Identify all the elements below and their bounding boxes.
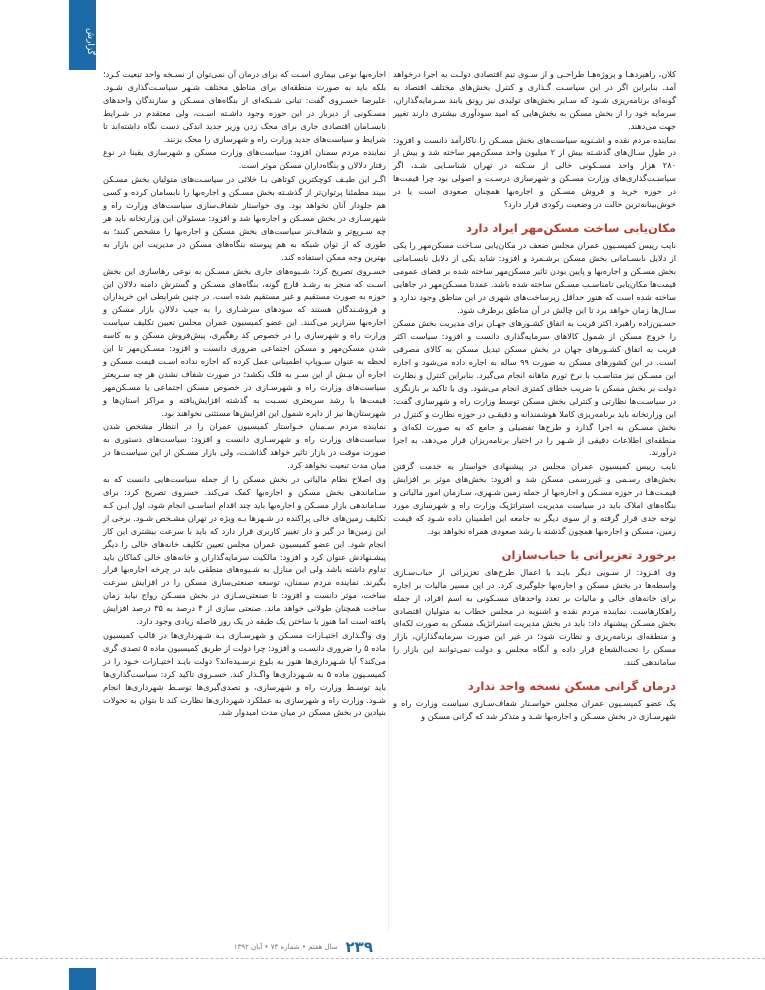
page-footer xyxy=(103,938,373,956)
paragraph: خسـروی تصریح کرد: شـیوه‌های جاری بخش مسـکن به نوعی رهاسازی این بخش اسـت که منجر به رشـد قارچ گونه، بنگاه‌های مسـکن و گسترش دامنه دلالان این حوزه به صورت مستقیم و غیر مستقیم شده است. در چنین شرایطی این خریداران و فروشـندگان هستند که سودهای سرشـاری را به جیب دلالان بازار مسکن و اجاره‌بها سرازیر می‌کنند. این عضو کمیسیون عمران مجلس تعیین تکلیف سیاست وزارت راه و شهرسازی را در خصوص کد رهگیری، پیش‌فروش مسکن و به کاسه شدن مسکن‌مهر و مسکن اجتماعی ضروری دانست و افزود: مسـکن‌مهر تا این لحظه به عنوان سـوپاپ اطمینانی عمل کرده که اجازه نداده اسـت قیمت مسکن و اجاره آن بیـش از این سـر به فلک بکشد؛ در صورت شفاف نشدن هر چه سـریعتر سیاست‌های وزارت راه و شهرسـازی در خصوص مسکن اجتماعی یا مسـکن‌مهر قیمت‌ها با رشد سریعتری نسـبت به گذشته افزایش‌یافته و مراکز استان‌ها و شهرستان‌ها نیز از دایره شمول این افزایش‌ها مستثنی نخواهند بود. xyxy=(103,265,386,418)
article-column-left xyxy=(103,68,386,720)
paragraph: نماینده مردم سمنان افزود: سیاست‌های وزارت مسکن و شهرسازی یقینا در نوع رفتار دلالان و بنگاه‌داران مسکن موثر است. xyxy=(103,147,386,171)
article-column-right xyxy=(393,68,676,724)
paragraph: وی واگـذاری اختیـارات مسـکن و شهرسـازی بـه شـهرداری‌ها در قالب کمیسیون ماده ۵ را ضروری دانسـت و افزود: چرا دولت از طریق کمیسیون ماده ۵ تصدی گری می‌کند؟ آیا شـهرداری‌ها هنوز به بلوغ نرسـیده‌اند؟ دولت بایـد اختیـارات خـود را در کمیسـیون ماده ۵ به شـهرداری‌ها واگـذار کند. خسـروی تاکید کرد: سیاست‌گذاری‌ها باید توسـط وزارت راه و شهرسازی، و تصدی‌گیری‌ها توسـط شهرداری‌ها انجام شـود. وزارت راه و شهرسازی به عملکرد شهرداری‌ها نظارت کند تا بتوان به تحولات بنیادین در بخش مسکن در میان مدت امیدوار شد. xyxy=(103,629,387,718)
paragraph: یک عضو کمیسـیون عمران مجلس خواسـتار شفاف‌سـازی سیاست وزارت راه و شهرسـازی در بخش مسـکن و اجاره‌بها شـد و متذکر شد که گرانی مسکن و xyxy=(393,698,676,721)
column-divider xyxy=(388,70,389,930)
page-number: ۲۳۹ xyxy=(345,938,373,956)
section-heading: برخورد تعزیراتی با حباب‌سازان xyxy=(501,547,676,562)
paragraph: نماینده مردم نقده و اشـنویه سیاست‌های بخش مسـکن را ناکارآمد دانست و افزود: در طول سـال‌های گذشـته بیش از ۲ میلیون واحد مسکن‌مهر ساخته شد و بیش از ۲۸۰ هزار واحد مسـکونی خالی از سـکنه در تهران شناسـایی شـد، اگر سیاسـت‌گذاری‌های وزارت مسـکن و شهرسازی درسـت و اصولی بود چرا قیمت‌ها در حوزه خرید و فروش مسـکن و اجاره‌بها همچنان صعودی است یا در خوش‌بینانه‌ترین حالت در وضعیت رکودی قرار دارد؟ xyxy=(393,134,676,210)
paragraph: نایب رییس کمیسیون عمران مجلس در پیشنهادی خواستار به خدمت گرفتن بخش‌های رسـمی و غیررسمی مسکن شد و افزود: بخش‌های موثر بر افزایش قیمـت‌هـا در حوزه مسـکن و اجاره‌بها از جمله زمین شـهری، سـازمان امور مالیاتی و بنگاه‌های املاک باید در سیاست مدیریت استراتژیک وزارت راه و شهرسازی مورد توجه جدی قرار گرفته و از سوی دیگر به جامعه این اطمینان داده شـود که قیمت زمین، مسکن و اجاره‌بها همچون گذشته با رشد صعودی همراه نخواهد بود. xyxy=(393,461,676,536)
footer-tab xyxy=(69,968,96,990)
section-heading: مکان‌یابی ساخت مسکن‌مهر ایراد دارد xyxy=(466,220,676,235)
paragraph: اگـر این طیـف کوچکترین کوتاهی یـا خلائی در سیاسـت‌های متولیان بخش مسـکن ببیند مطمئنا پرتوان‌تر از گذشـته بخش مسـکن و اجاره‌بها را نابسامان کرده و کسی هم جلودار آنان نخواهد بود. وی خواستار شفاف‌سازی سیاست‌های وزارت راه و شهرسـازی در بخش مسـکن و اجاره‌بها شد و افزود: مسئولان این وزارتخانه باید هر چه سـریع‌تر و شفاف‌تر سیاست‌های بخش مسکن و اجاره‌بها را مشخص کنند؛ به طوری که از توان شبکه به هم پیوسته بنگاه‌های مسکن در مدیریت این بازار به بهترین وجه ممکن استفاده کند. xyxy=(103,174,386,262)
paragraph: وی اصلاح نظام مالیاتی در بخش مسکن را از جمله سیاست‌هایی دانست که به سـاماندهی بخش مسکن و اجاره‌بها کمک می‌کند. خسروی تصریح کرد: برای سـاماندهی بازار مسـکن و اجاره‌بها باید چند اقدام اساسـی انجام شود، اول ایـن کـه تکلیف زمین‌های خالی پراکنده در شـهرها بـه ویژه در تهران مشـخص شـود. برخی از این زمین‌ها در گیر و دار تغییر کاربری قرار دارد که باید با سرعت بیشتری این کار انجام شود. این عضو کمیسیون عمران مجلس تعیین تکلیف خانه‌های خالی را دیگر پیشـنهادش عنوان کرد و افزود: مالکیت سرمایه‌گذاران و خانه‌های خالی کماکان باید تداوم داشته باشد ولی این منازل به شـیوه‌های منطقی باید در چرخه اجاره‌بها قرار بگیرند. نماینده مردم سمنان، توسعه صنعتی‌سازی مسکن را در افزایش سرعت ساخت، موثر دانست و افزود: تا صنعتی‌سـازی در بخش مسـکن رواج نیابد زمان ساخت همچنان طولانی خواهد ماند. صنعتی سازی از ۴ درصد به ۳۵ درصد افزایش یافته است اما هنوز با ساختن یک طبقه در یک روز فاصله زیادی وجود دارد. xyxy=(103,474,386,627)
paragraph: اجاره‌بها نوعی بیماری اسـت که برای درمان آن نمی‌توان از نسـخه واحد تبعیت کـرد؛ بلکه باید به صورت منطقه‌ای برای مناطق مختلف شـهر سیاسـت‌گذاری شـود. علیرضا خسـروی گفت: تبانی شـبکه‌ای از بنگاه‌های مسـکن و سازندگان واحدهای مسـکونی از دیرباز در این حوزه وجود داشـته اسـت، ولی معتقدم در شـرایط نابسـامان اقتصادی جاری برای محک زدن وزیر جدید اندکی دست نگاه داشته‌اند تا شرایط و سیاست‌های جدید وزارت راه و شهرسازی را محک بزنند. xyxy=(103,69,386,144)
paragraph: وی افـزود: از سـویی دیگر بایـد با اعمال طرح‌های تعزیراتی از حباب‌سـازی واسطه‌ها در بخش مسکن و اجاره‌بها جلوگیری کرد. در این مسیر مالیات بر اجاره برای خانه‌های خالی و مالیات بر تعدد واحدهای مسـکونی به اسم افراد، از جمله راهکارهاست. نماینده مردم نقده و اشنویه در مجلس خطاب به متولیان اقتصادی بخش مسـکن پیشنهاد داد: باید در بخش مدیریت استراتژیک مسکن به صورت لکه‌ای و منطقه‌ای برنامه‌ریزی و نظارت شود؛ در غیر این صورت سرمایه‌گذاران، بازار مسکن را تحت‌الشعاع قرار داده و آنگاه مجلس و دولت نمی‌توانند این بازار را ساماندهی کنند. xyxy=(393,566,676,668)
footer-rule xyxy=(0,958,765,959)
paragraph: کلان، راهبردهـا و پروژه‌هـا طراحـی و از سـوی تیم اقتصادی دولـت به اجرا درخواهد آمد. بنابراین اگر در این سیاسـت گـذاری و کنترل بخش‌های مختلف اقتصاد به گونه‌ای برنامه‌ریزی شـود که سـایر بخش‌های تولیدی نیز رونق یابند سـرمایه‌گذاران، سرمایه خود را از بخش مسکن به بخش‌هایی که امید سودآوری بیشتری دارند تغییر جهت می‌دهند. xyxy=(393,69,676,131)
paragraph: حسـین‌زاده راهبرد اکثر قریب به اتفاق کشـورهای جهـان برای مدیریت بخش مسکن را خروج مسکن از شمول کالاهای سرمایه‌گذاری دانست و افزود: سیاست اکثر قریب به اتفاق کشـورهای جهان در بخش مسکن تبدیل مسکن به کالای مصرفی است. در این کشورهای مسکن به صورت ۹۹ ساله به اجاره داده می‌شود و اجاره این مسـکن نیز متناسـب با نرخ تورم ماهانه انجام می‌گیرد. بنابراین کنترل و نظارت دولت بر بخش مسکن با ضریب خطای کمتری انجام می‌شود. وی با تاکید بر بازنگری در سیاسـت‌ها نظارتی و کنترلی بخش مسکن توسط وزارت راه و شهرسازی گفت: این وزارتخانه باید برنامه‌ریزی کاملا هوشمندانه و دقیقـی در حوزه نظارت و کنترل در بخش مسـکن به اجرا گذارد و طرح‌ها تفصیلی و جامع که به صورت لکه‌ای و منطقه‌ای اطلاعات دقیقی از شـهر را در اختیار برنامه‌ریزان قرار می‌دهد، به اجرا درآورند. xyxy=(393,318,676,458)
paragraph: نماینده مردم سـمنان خـواستار کمیسیون عمران را در انتظار مشخص شدن سیاست‌های وزارت راه و شهرسـازی دانست و افزود: سیاست‌های دستوری به صورت موقت در بازار تاثیر خواهد گذاشـت، ولی بازار مسـکن از این سیاست‌ها در میان مدت تبعیت نخواهد کرد. xyxy=(103,421,386,471)
paragraph: نایب رییس کمیسـیون عمران مجلس ضعف در مکان‌یابی سـاخت مسکن‌مهر را یکی از دلایل نابسـامانی بخش مسکن برشـمرد و افزود: شاید یکی از دلایل نابسـامانی بخش مسـکن و اجاره‌بها و پایین بودن تاثیر مسکن‌مهر ساخته شده بر فضای عمومی قیمت‌ها مکان‌یابی نامناسـب مسـکن ساخته شده باشد. عمدتا مسـکن‌مهر در جاهایی ساخته شده است که هنوز حداقل زیرساخت‌های شهری در این مناطق وجود ندارد و سـال‌ها زمان خواهد برد تا این چالش در آن مناطق برطرف شود. xyxy=(393,239,676,315)
issue-info: سال هفتم • شماره ۷۳ • آبان ۱۳۹۲ xyxy=(233,943,338,951)
section-heading: درمان گرانی مسکن نسخه واحد ندارد xyxy=(467,679,676,694)
section-label: گزارش xyxy=(85,28,95,56)
